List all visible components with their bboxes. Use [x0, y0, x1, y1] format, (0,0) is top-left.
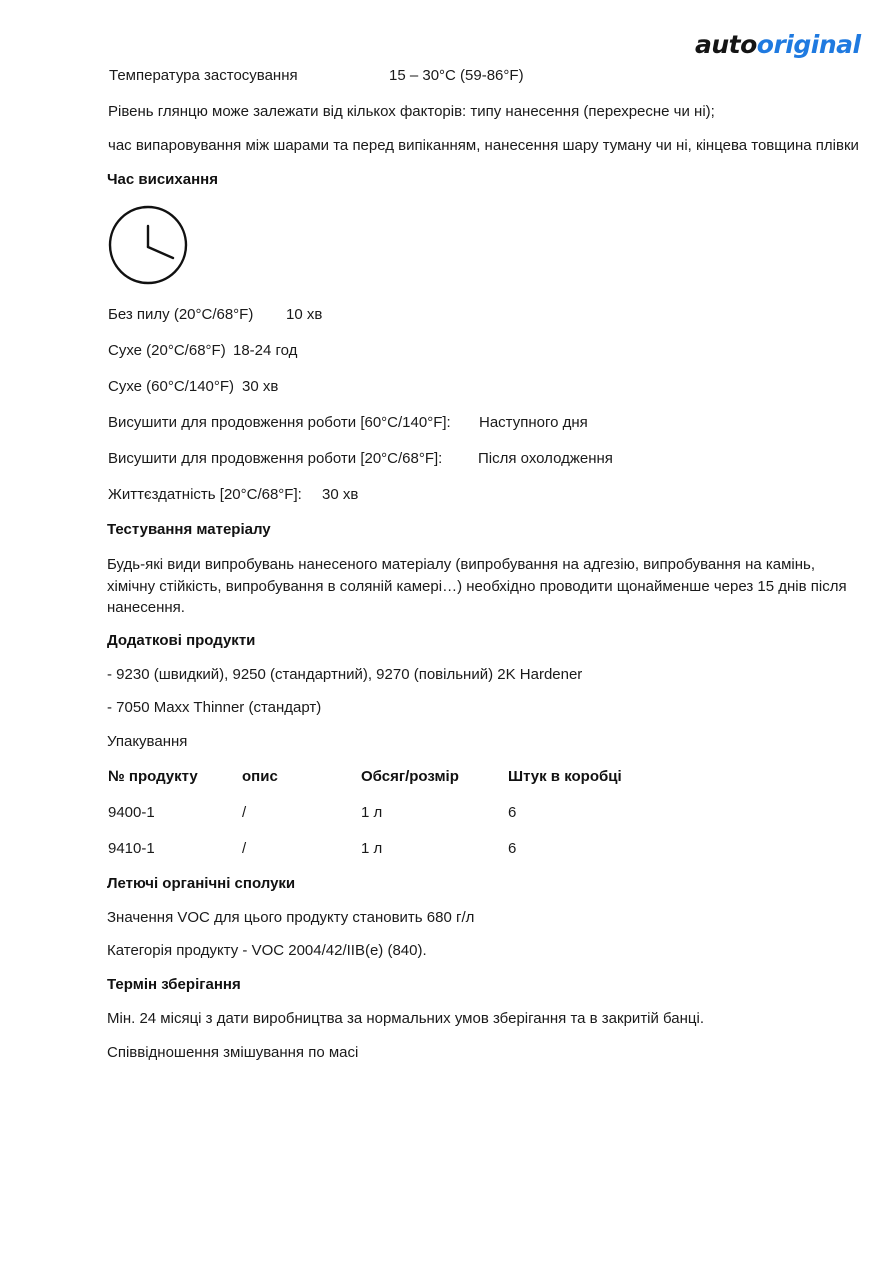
packaging-cell-size: 1 л: [361, 840, 383, 857]
mixing-title: Співвідношення змішування по масі: [107, 1044, 359, 1061]
packaging-header-description: опис: [242, 768, 278, 785]
gloss-note-1: Рівень глянцю може залежати від кількох факторів: типу нанесення (перехресне чи ні);: [108, 103, 715, 120]
drying-row-label: Висушити для продовження роботи [60°C/140°F]:: [108, 414, 451, 431]
packaging-cell-pieces: 6: [508, 840, 517, 857]
testing-title: Тестування матеріалу: [107, 521, 271, 538]
drying-title: Час висихання: [107, 171, 218, 188]
application-temp-value: 15 – 30°C (59-86°F): [389, 67, 524, 84]
packaging-header-size: Обсяг/розмір: [361, 768, 459, 785]
drying-row-value: Після охолодження: [478, 450, 613, 467]
autooriginal-logo: [695, 30, 861, 60]
packaging-cell-size: 1 л: [361, 804, 383, 821]
application-temp-label: Температура застосування: [109, 67, 298, 84]
packaging-cell-description: /: [242, 804, 247, 821]
packaging-header-product-no: № продукту: [108, 768, 198, 785]
drying-row-label: Сухе (60°C/140°F): [108, 378, 235, 395]
packaging-cell-pieces: 6: [508, 804, 517, 821]
voc-title: Летючі органічні сполуки: [107, 875, 296, 892]
drying-row-label: Життєздатність [20°C/68°F]:: [108, 486, 302, 503]
drying-row-value: Наступного дня: [479, 414, 588, 431]
gloss-note-2: час випаровування між шарами та перед випіканням, нанесення шару туману чи ні, кінцева товщина плівки: [108, 137, 859, 154]
testing-paragraph: Будь-які види випробувань нанесеного матеріалу (випробування на адгезію, випробування на камінь, хімічну стійкість, випробування в соляній камері…) необхідно проводити щонайменше через 15 днів після нанесення.: [107, 556, 847, 616]
voc-value: Значення VOC для цього продукту становить 680 г/л: [107, 909, 475, 926]
drying-row-value: 30 хв: [242, 378, 279, 395]
logo-part-auto: auto: [695, 30, 757, 59]
storage-text: Мін. 24 місяці з дати виробництва за нормальних умов зберігання та в закритій банці.: [107, 1010, 705, 1027]
drying-row-value: 18-24 год: [233, 342, 298, 359]
packaging-title: Упакування: [107, 733, 188, 750]
drying-row-label: Сухе (20°C/68°F): [108, 342, 226, 359]
drying-row-label: Без пилу (20°C/68°F): [108, 306, 254, 323]
clock-icon: [107, 204, 189, 286]
packaging-cell-product-no: 9410-1: [108, 840, 155, 857]
packaging-header-pieces: Штук в коробці: [508, 768, 622, 785]
packaging-cell-product-no: 9400-1: [108, 804, 155, 821]
drying-row-value: 10 хв: [286, 306, 323, 323]
voc-category: Категорія продукту - VOC 2004/42/IIB(e) (840).: [107, 942, 427, 959]
logo-part-original: original: [756, 30, 861, 59]
drying-row-label: Висушити для продовження роботи [20°C/68°F]:: [108, 450, 443, 467]
storage-title: Термін зберігання: [107, 976, 241, 993]
additional-product-item: - 9230 (швидкий), 9250 (стандартний), 9270 (повільний) 2K Hardener: [107, 666, 583, 683]
packaging-cell-description: /: [242, 840, 247, 857]
additional-product-item: - 7050 Maxx Thinner (стандарт): [107, 699, 322, 716]
drying-row-value: 30 хв: [322, 486, 359, 503]
additional-products-title: Додаткові продукти: [107, 632, 256, 649]
